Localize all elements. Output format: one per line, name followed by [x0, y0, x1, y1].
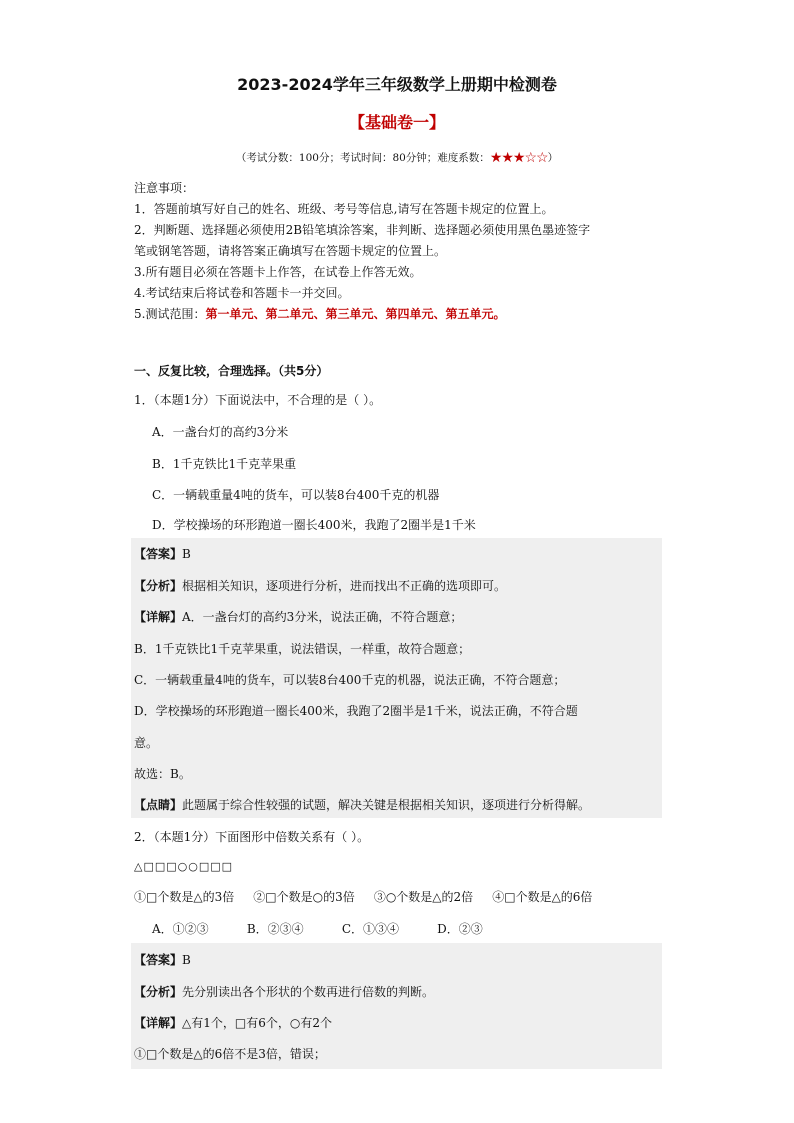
note-item: 1．答题前填写好自己的姓名、班级、考号等信息,请写在答题卡规定的位置上。	[134, 202, 554, 216]
q2-detail-line: ①□个数是△的6倍不是3倍，错误；	[134, 1047, 326, 1061]
detail-text: △有1个，□有6个，○有2个	[182, 1016, 332, 1030]
meta-suffix: ）	[547, 152, 559, 164]
analysis-label: 【分析】	[134, 579, 183, 593]
note-scope	[134, 304, 664, 325]
q1-detail	[134, 609, 660, 625]
q2-statement: ④□个数是△的6倍	[492, 890, 593, 904]
q1-option-a: A．一盏台灯的高约3分米	[152, 425, 289, 439]
analysis-text: 先分别读出各个形状的个数再进行倍数的判断。	[182, 985, 435, 999]
answer-value: B	[182, 953, 191, 967]
meta-prefix: （考试分数：100分；考试时间：80分钟；难度系数：	[235, 152, 490, 164]
analysis-label: 【分析】	[134, 985, 183, 999]
q1-stem: 1．（本题1分）下面说法中，不合理的是（ ）。	[134, 393, 382, 407]
q2-stem: 2．（本题1分）下面图形中倍数关系有（ ）。	[134, 830, 370, 844]
scope-label: 5.测试范围：	[134, 307, 206, 321]
page-subtitle: 【基础卷一】	[348, 113, 445, 132]
answer-value: B	[182, 547, 191, 561]
q2-statement: ③○个数是△的2倍	[373, 890, 474, 904]
note-item: 4.考试结束后将试卷和答题卡一并交回。	[134, 286, 350, 300]
difficulty-stars-icon	[490, 150, 548, 166]
section-heading: 一、反复比较，合理选择。（共5分）	[134, 364, 329, 378]
q1-detail-line: 意。	[134, 736, 159, 750]
q1-analysis	[134, 578, 660, 594]
q1-detail-line: C．一辆载重量4吨的货车，可以装8台400千克的机器，说法正确，不符合题意；	[134, 673, 566, 687]
scope-value: 第一单元、第二单元、第三单元、第四单元、第五单元。	[205, 307, 506, 321]
answer-label: 【答案】	[134, 953, 183, 967]
q2-shapes: △□□□○○□□□	[134, 860, 234, 873]
q2-statement: ①□个数是△的3倍	[134, 890, 235, 904]
q2-choices	[152, 920, 483, 937]
detail-label: 【详解】	[134, 1016, 183, 1030]
tip-label: 【点睛】	[134, 798, 183, 812]
q2-detail	[134, 1015, 660, 1031]
q1-option-c: C．一辆载重量4吨的货车，可以装8台400千克的机器	[152, 488, 440, 502]
note-item: 2．判断题、选择题必须使用2B铅笔填涂答案，非判断、选择题必须使用黑色墨迹签字	[134, 223, 591, 237]
analysis-text: 根据相关知识，逐项进行分析，进而找出不正确的选项即可。	[182, 579, 507, 593]
q2-choice-c: C．①③④	[341, 922, 399, 936]
stars-filled: ★★★	[489, 150, 525, 166]
q2-analysis	[134, 984, 660, 1000]
q2-answer	[134, 952, 660, 968]
q1-detail-line: B．1千克铁比1千克苹果重，说法错误，一样重，故符合题意；	[134, 642, 471, 656]
q1-tip	[134, 797, 660, 813]
q1-detail-line: D．学校操场的环形跑道一圈长400米，我跑了2圈半是1千米，说法正确，不符合题	[134, 704, 578, 718]
q1-option-d: D．学校操场的环形跑道一圈长400米，我跑了2圈半是1千米	[152, 518, 476, 532]
q1-conclusion: 故选：B。	[134, 767, 191, 781]
q2-statements	[134, 888, 592, 905]
answer-label: 【答案】	[134, 547, 183, 561]
page-title: 2023-2024学年三年级数学上册期中检测卷	[237, 75, 557, 94]
q2-choice-d: D．②③	[437, 922, 483, 936]
detail-text: A．一盏台灯的高约3分米，说法正确，不符合题意；	[182, 610, 463, 624]
q2-choice-a: A．①②③	[152, 922, 209, 936]
detail-label: 【详解】	[134, 610, 183, 624]
tip-text: 此题属于综合性较强的试题，解决关键是根据相关知识，逐项进行分析得解。	[182, 798, 591, 812]
q1-answer	[134, 546, 660, 562]
note-item: 3.所有题目必须在答题卡上作答，在试卷上作答无效。	[134, 265, 422, 279]
notes-block	[134, 178, 664, 325]
notes-heading: 注意事项：	[134, 181, 195, 195]
note-item: 笔或钢笔答题，请将答案正确填写在答题卡规定的位置上。	[134, 244, 447, 258]
stars-empty: ☆☆	[524, 150, 548, 166]
q2-choice-b: B．②③④	[246, 922, 304, 936]
exam-meta	[0, 150, 794, 166]
q2-statement: ②□个数是○的3倍	[253, 890, 355, 904]
q1-option-b: B．1千克铁比1千克苹果重	[152, 457, 297, 471]
